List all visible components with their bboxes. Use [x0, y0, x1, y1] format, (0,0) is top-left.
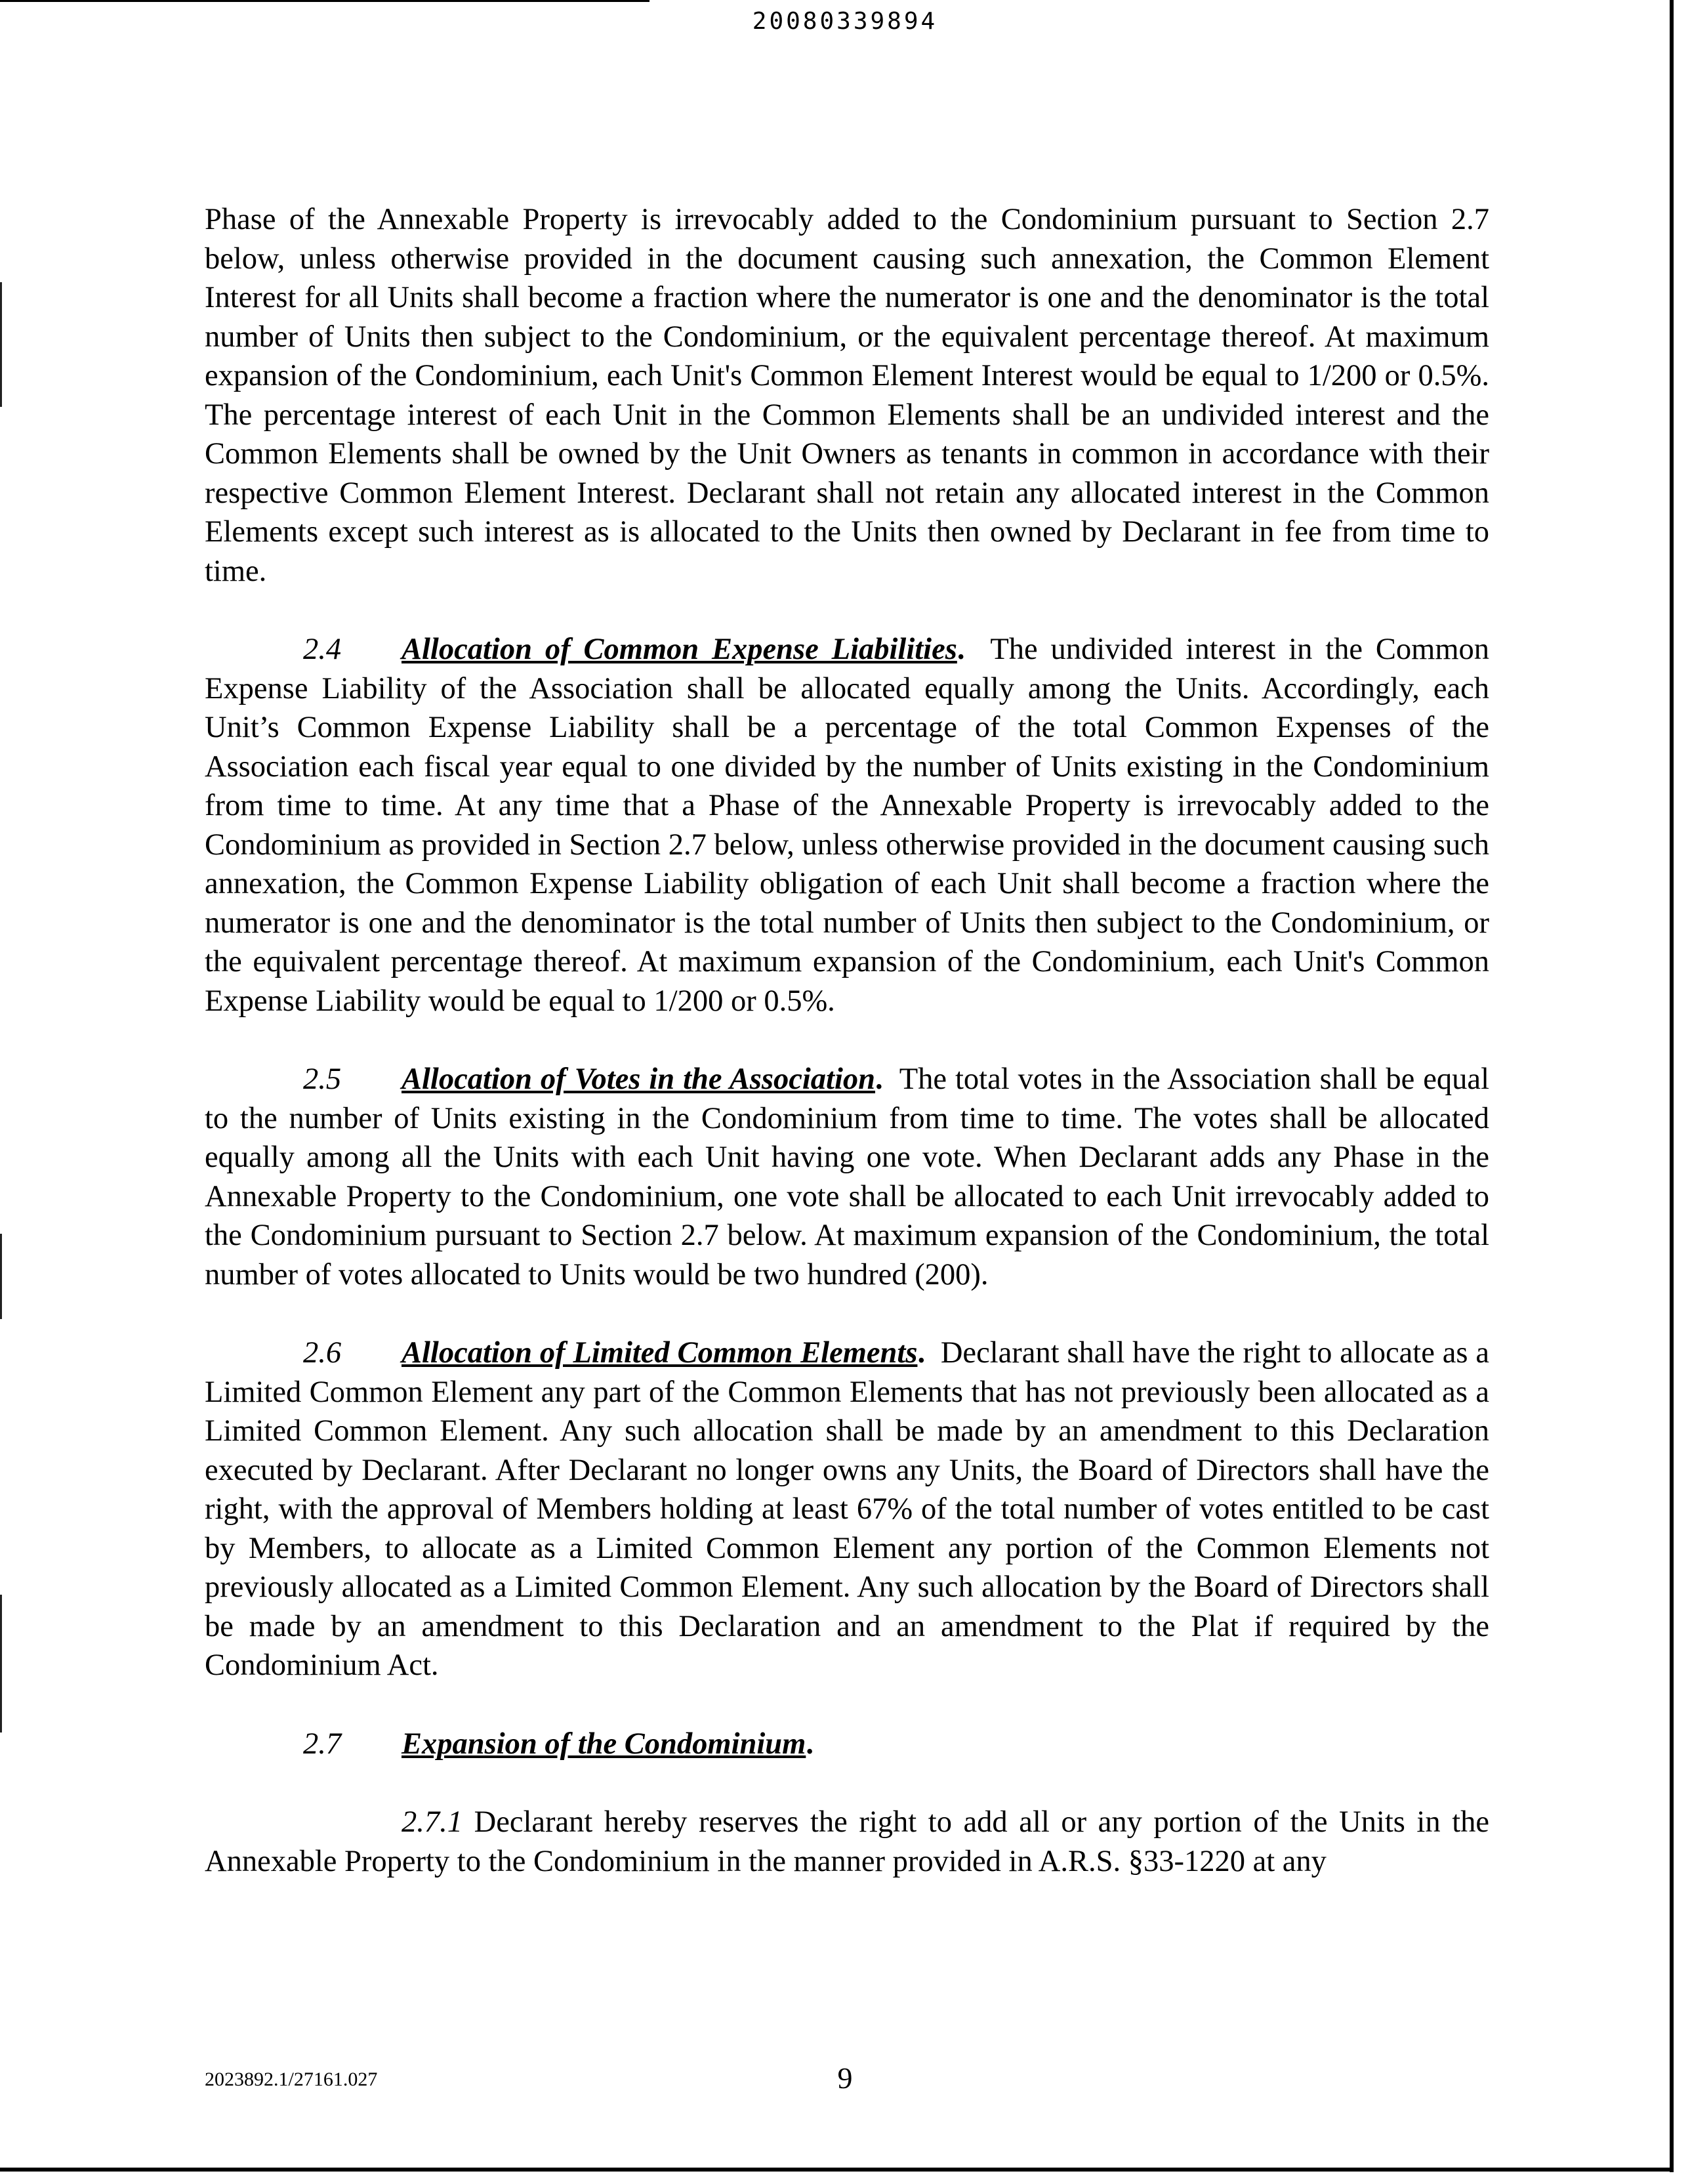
section-text: Declarant shall have the right to allocate as a Limited Common Element any part of the Common Elements that has not previously been allocated as a Limited Common Element. Any such allocation shall be made by an amendment to this Declaration executed by Declarant. After Declarant no longer owns any Units, the Board of Directors shall have the right, with the approval of Members holding at least 67% of the total number of votes entitled to be cast by Members, to allocate as a Limited Common Element any portion of the Common Elements not previously allocated as a Limited Common Element. Any such allocation by the Board of Directors shall be made by an amendment to this Declaration and an amendment to the Plat if required by the Condominium Act.: [205, 1336, 1489, 1682]
section-heading: Expansion of the Condominium: [402, 1727, 806, 1761]
top-rule: [0, 0, 649, 2]
section-number: 2.4: [303, 633, 342, 666]
subsection-number: 2.7.1: [402, 1805, 463, 1839]
scan-mark: [0, 1595, 2, 1732]
section-2-7: 2.7 Expansion of the Condominium.: [205, 1725, 1489, 1764]
section-2-4: 2.4 Allocation of Common Expense Liabilities. The undivided interest in the Common Expense Liability of the Association shall be allocated equally among the Units. Accordingly, each Unit’s Common Expense Liability shall be a percentage of the total Common Expenses of the Association each fiscal year equal to one divided by the number of Units existing in the Condominium from time to time. At any time that a Phase of the Annexable Property is irrevocably added to the Condominium as provided in Section 2.7 below, unless otherwise provided in the document causing such annexation, the Common Expense Liability obligation of each Unit shall become a fraction where the numerator is one and the denominator is the total number of Units then subject to the Condominium, or the equivalent percentage thereof. At maximum expansion of the Condominium, each Unit's Common Expense Liability would be equal to 1/200 or 0.5%.: [205, 630, 1489, 1020]
section-heading: Allocation of Common Expense Liabilities: [402, 633, 957, 666]
page-number: 9: [837, 2061, 853, 2095]
section-heading: Allocation of Limited Common Elements: [402, 1336, 918, 1370]
recording-number: 20080339894: [752, 8, 938, 35]
section-text: The undivided interest in the Common Expense Liability of the Association shall be allocated equally among the Units. Accordingly, each Unit’s Common Expense Liability shall be a percentage of the total Common Expenses of the Association each fiscal year equal to one divided by the number of Units existing in the Condominium from time to time. At any time that a Phase of the Annexable Property is irrevocably added to the Condominium as provided in Section 2.7 below, unless otherwise provided in the document causing such annexation, the Common Expense Liability obligation of each Unit shall become a fraction where the numerator is one and the denominator is the total number of Units then subject to the Condominium, or the equivalent percentage thereof. At maximum expansion of the Condominium, each Unit's Common Expense Liability would be equal to 1/200 or 0.5%.: [205, 633, 1489, 1018]
page-edge-bottom: [0, 2168, 1674, 2172]
section-number: 2.5: [303, 1062, 342, 1096]
document-body: [205, 200, 1489, 1881]
intro-paragraph: Phase of the Annexable Property is irrevocably added to the Condominium pursuant to Section 2.7 below, unless otherwise provided in the document causing such annexation, the Common Element Interest for all Units shall become a fraction where the numerator is one and the denominator is the total number of Units then subject to the Condominium, or the equivalent percentage thereof. At maximum expansion of the Condominium, each Unit's Common Element Interest would be equal to 1/200 or 0.5%. The percentage interest of each Unit in the Common Elements shall be an undivided interest and the Common Elements shall be owned by the Unit Owners as tenants in common in accordance with their respective Common Element Interest. Declarant shall not retain any allocated interest in the Common Elements except such interest as is allocated to the Units then owned by Declarant in fee from time to time.: [205, 203, 1489, 588]
section-number: 2.7: [303, 1727, 342, 1761]
section-number: 2.6: [303, 1336, 342, 1370]
subsection-2-7-1: [205, 1803, 1489, 1881]
footer-document-id: 2023892.1/27161.027: [205, 2068, 378, 2090]
subsection-text: Declarant hereby reserves the right to add all or any portion of the Units in the Annexable Property to the Condominium in the manner provided in A.R.S. §33-1220 at any: [205, 1805, 1490, 1878]
page-edge-right: [1670, 0, 1674, 2172]
section-heading: Allocation of Votes in the Association: [402, 1062, 875, 1096]
section-2-6: 2.6 Allocation of Limited Common Elements. Declarant shall have the right to allocate as a Limited Common Element any part of the Common Elements that has not previously been allocated as a Limited Common Element. Any such allocation shall be made by an amendment to this Declaration executed by Declarant. After Declarant no longer owns any Units, the Board of Directors shall have the right, with the approval of Members holding at least 67% of the total number of votes entitled to be cast by Members, to allocate as a Limited Common Element any portion of the Common Elements not previously allocated as a Limited Common Element. Any such allocation by the Board of Directors shall be made by an amendment to this Declaration and an amendment to the Plat if required by the Condominium Act.: [205, 1334, 1489, 1685]
section-2-5: 2.5 Allocation of Votes in the Association. The total votes in the Association shall be equal to the number of Units existing in the Condominium from time to time. The votes shall be allocated equally among all the Units with each Unit having one vote. When Declarant adds any Phase in the Annexable Property to the Condominium, one vote shall be allocated to each Unit irrevocably added to the Condominium pursuant to Section 2.7 below. At maximum expansion of the Condominium, the total number of votes allocated to Units would be two hundred (200).: [205, 1060, 1489, 1294]
scan-mark: [0, 1234, 2, 1319]
section-text: The total votes in the Association shall be equal to the number of Units existing in the Condominium from time to time. The votes shall be allocated equally among all the Units with each Unit having one vote. When Declarant adds any Phase in the Annexable Property to the Condominium, one vote shall be allocated to each Unit irrevocably added to the Condominium pursuant to Section 2.7 below. At maximum expansion of the Condominium, the total number of votes allocated to Units would be two hundred (200).: [205, 1062, 1489, 1292]
scan-mark: [0, 282, 2, 407]
